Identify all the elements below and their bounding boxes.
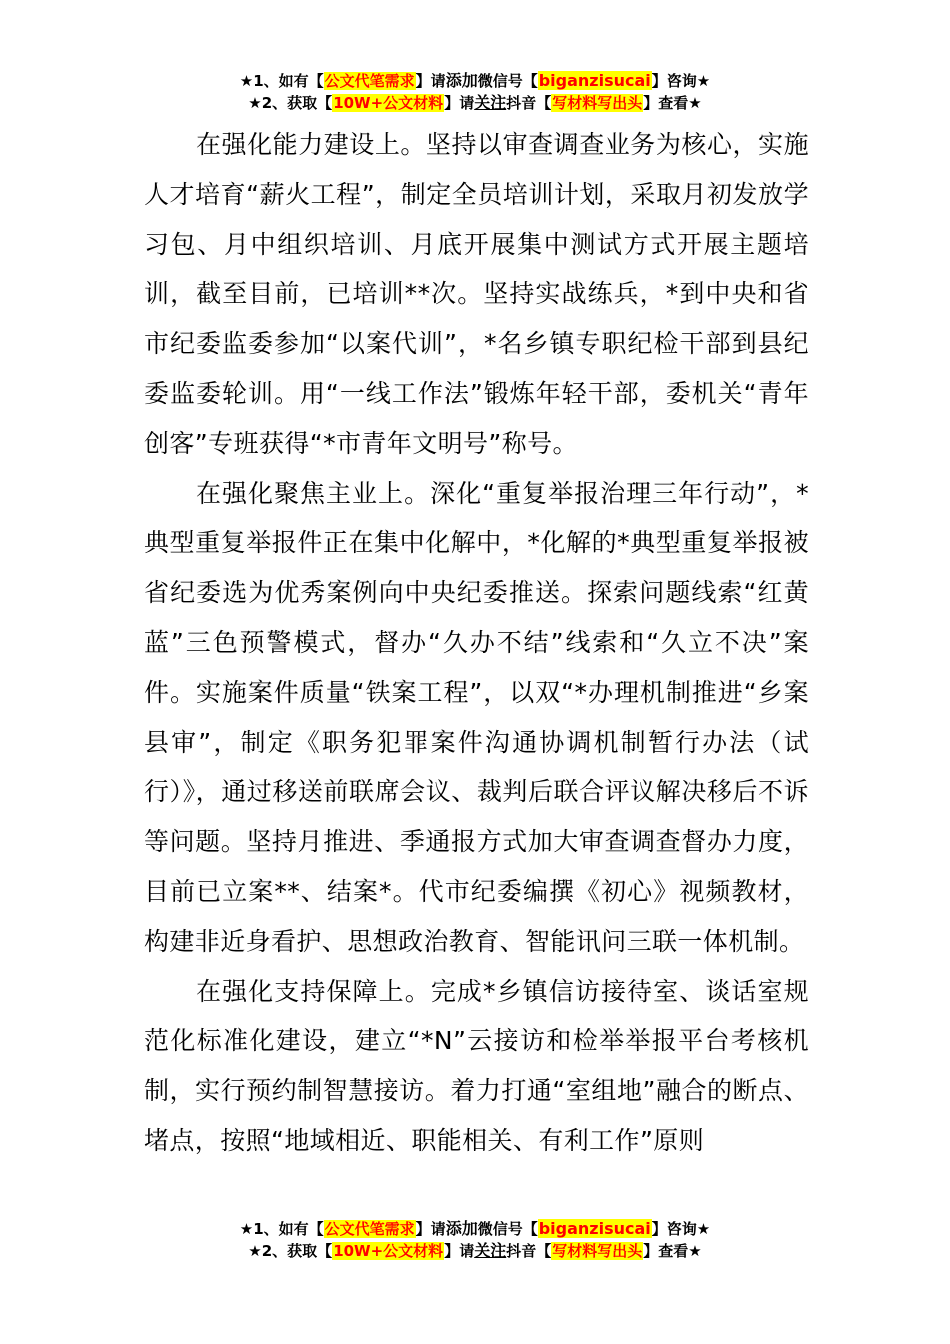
banner-text: 】咨询★	[651, 1220, 711, 1238]
document-body	[144, 120, 809, 1166]
banner-emphasis: 添加	[445, 1219, 478, 1238]
banner-highlight: 10W+公文材料	[333, 94, 444, 112]
banner-text: ★1、如有【	[239, 1220, 324, 1238]
banner-douyin-id: 写材料写出头	[552, 1242, 643, 1260]
banner-line-2	[0, 1240, 950, 1262]
paragraph-core-business: 在强化聚焦主业上。深化“重复举报治理三年行动”，*典型重复举报件正在集中化解中，*化解的*典型重复举报被省纪委选为优秀案例向中央纪委推送。探索问题线索“红黄蓝”三色预警模式，督办“久办不结”线索和“久立不决”案件。实施案件质量“铁案工程”，以双“*办理机制推进“乡案县审”，制定《职务犯罪案件沟通协调机制暂行办法（试行）》，通过移送前联席会议、裁判后联合评议解决移后不诉等问题。坚持月推进、季通报方式加大审查调查督办力度，目前已立案**、结案*。代市纪委编撰《初心》视频教材，构建非近身看护、思想政治教育、智能讯问三联一体机制。	[144, 478, 809, 956]
banner-highlight: 公文代笔需求	[324, 1220, 415, 1238]
paragraph-support-guarantee: 在强化支持保障上。完成*乡镇信访接待室、谈话室规范化标准化建设，建立“*N”云接访和检举举报平台考核机制，实行预约制智慧接访。着力打通“室组地”融合的断点、堵点，按照“地域相近、职能相关、有利工作”原则	[144, 976, 809, 1155]
banner-highlight: 10W+公文材料	[333, 1242, 444, 1260]
banner-text: 】请	[444, 1242, 475, 1260]
banner-douyin-id: 写材料写出头	[552, 94, 643, 112]
banner-line-1	[0, 1218, 950, 1240]
banner-text: 】请	[415, 1220, 446, 1238]
banner-line-1	[0, 70, 950, 92]
banner-text: 】查看★	[643, 1242, 702, 1260]
banner-wechat-id: biganzisucai	[538, 71, 651, 90]
bottom-banner	[0, 1218, 950, 1262]
banner-text: 微信号【	[477, 1220, 538, 1238]
banner-wechat-id: biganzisucai	[538, 1219, 651, 1238]
banner-emphasis: 关注	[474, 1241, 507, 1260]
banner-text: ★2、获取【	[248, 94, 333, 112]
banner-highlight: 公文代笔需求	[324, 72, 415, 90]
banner-text: ★1、如有【	[239, 72, 324, 90]
top-banner	[0, 70, 950, 114]
banner-line-2	[0, 92, 950, 114]
banner-text: 抖音【	[506, 1242, 552, 1260]
banner-text: 】查看★	[643, 94, 702, 112]
banner-text: 抖音【	[506, 94, 552, 112]
banner-text: 微信号【	[477, 72, 538, 90]
paragraph-capacity-building: 在强化能力建设上。坚持以审查调查业务为核心，实施人才培育“薪火工程”，制定全员培训计划，采取月初发放学习包、月中组织培训、月底开展集中测试方式开展主题培训，截至目前，已培训**次。坚持实战练兵，*到中央和省市纪委监委参加“以案代训”，*名乡镇专职纪检干部到县纪委监委轮训。用“一线工作法”锻炼年轻干部，委机关“青年创客”专班获得“*市青年文明号”称号。	[144, 130, 809, 458]
banner-text: ★2、获取【	[248, 1242, 333, 1260]
banner-emphasis: 添加	[445, 71, 478, 90]
banner-text: 】咨询★	[651, 72, 711, 90]
banner-emphasis: 关注	[474, 93, 507, 112]
banner-text: 】请	[415, 72, 446, 90]
banner-text: 】请	[444, 94, 475, 112]
